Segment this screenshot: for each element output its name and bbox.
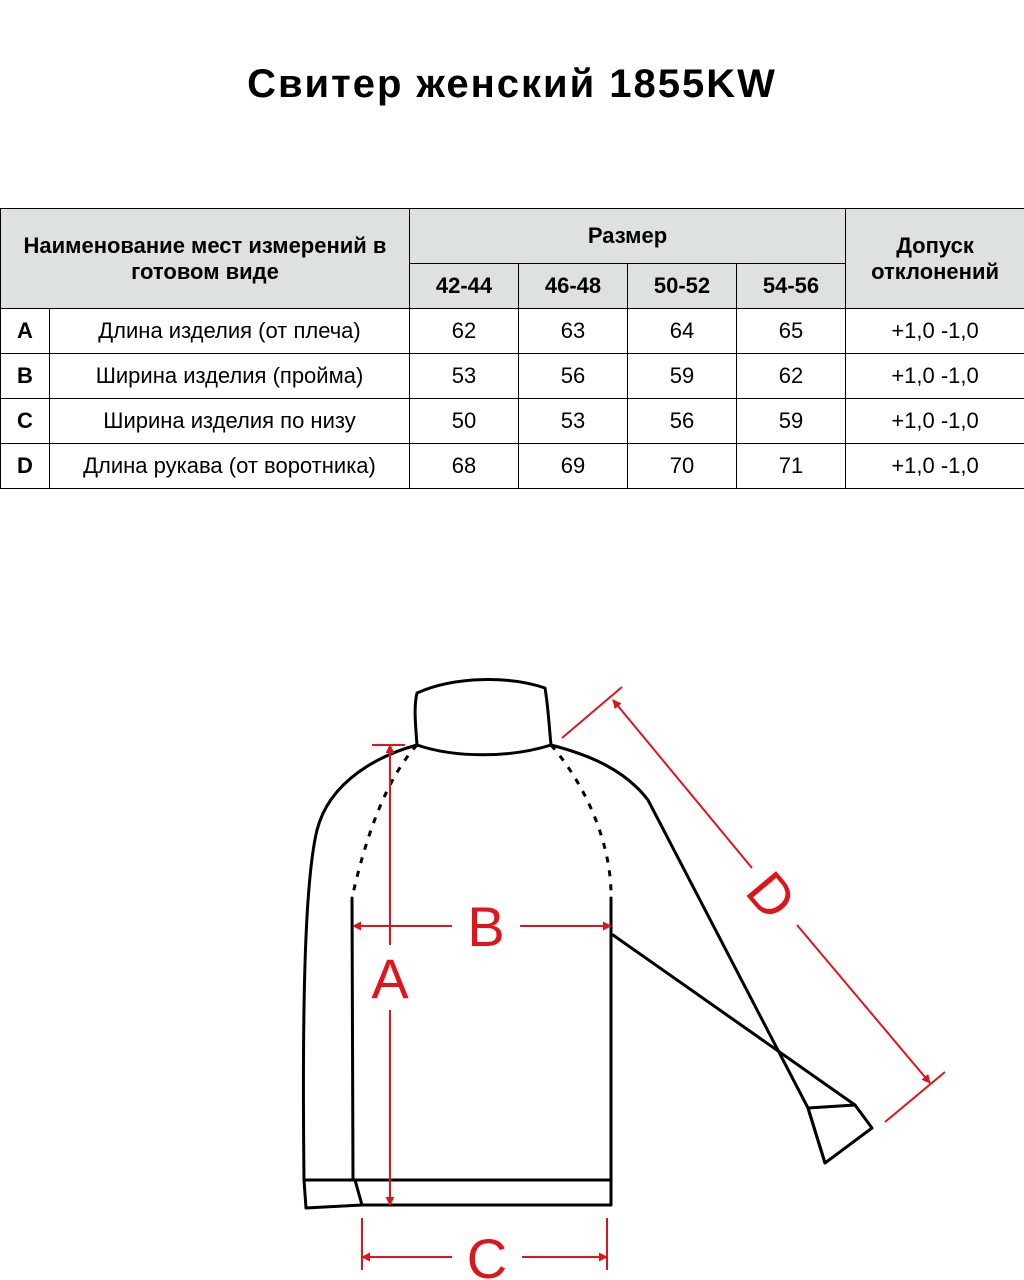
row-value: 68 [410, 444, 519, 489]
row-value: 56 [628, 399, 737, 444]
row-letter: A [1, 309, 50, 354]
header-size: Размер [410, 209, 846, 264]
row-value: 63 [519, 309, 628, 354]
row-name: Длина рукава (от воротника) [50, 444, 410, 489]
row-value: 70 [628, 444, 737, 489]
size-header: 50-52 [628, 264, 737, 309]
header-measure: Наименование мест измерений в готовом виде [1, 209, 410, 309]
label-c: C [466, 1227, 508, 1280]
size-header: 46-48 [519, 264, 628, 309]
row-tolerance: +1,0 -1,0 [846, 309, 1024, 354]
measure-c [362, 1218, 607, 1280]
row-value: 62 [737, 354, 846, 399]
label-d: D [734, 859, 809, 932]
row-letter: B [1, 354, 50, 399]
measure-d [562, 687, 945, 1122]
row-value: 53 [410, 354, 519, 399]
row-name: Длина изделия (от плеча) [50, 309, 410, 354]
row-tolerance: +1,0 -1,0 [846, 354, 1024, 399]
size-header: 42-44 [410, 264, 519, 309]
row-value: 56 [519, 354, 628, 399]
label-a: A [371, 947, 409, 1010]
page-title: Свитер женский 1855KW [247, 62, 777, 106]
label-b: B [467, 895, 505, 958]
row-value: 50 [410, 399, 519, 444]
row-name: Ширина изделия по низу [50, 399, 410, 444]
row-value: 71 [737, 444, 846, 489]
header-tolerance: Допуск отклонений [846, 209, 1024, 309]
row-value: 59 [628, 354, 737, 399]
row-letter: C [1, 399, 50, 444]
row-value: 62 [410, 309, 519, 354]
row-value: 64 [628, 309, 737, 354]
row-value: 53 [519, 399, 628, 444]
row-tolerance: +1,0 -1,0 [846, 399, 1024, 444]
row-letter: D [1, 444, 50, 489]
measure-a [371, 745, 409, 1205]
row-value: 59 [737, 399, 846, 444]
size-header: 54-56 [737, 264, 846, 309]
sweater-outline [303, 680, 872, 1208]
row-value: 65 [737, 309, 846, 354]
row-value: 69 [519, 444, 628, 489]
row-tolerance: +1,0 -1,0 [846, 444, 1024, 489]
row-name: Ширина изделия (пройма) [50, 354, 410, 399]
